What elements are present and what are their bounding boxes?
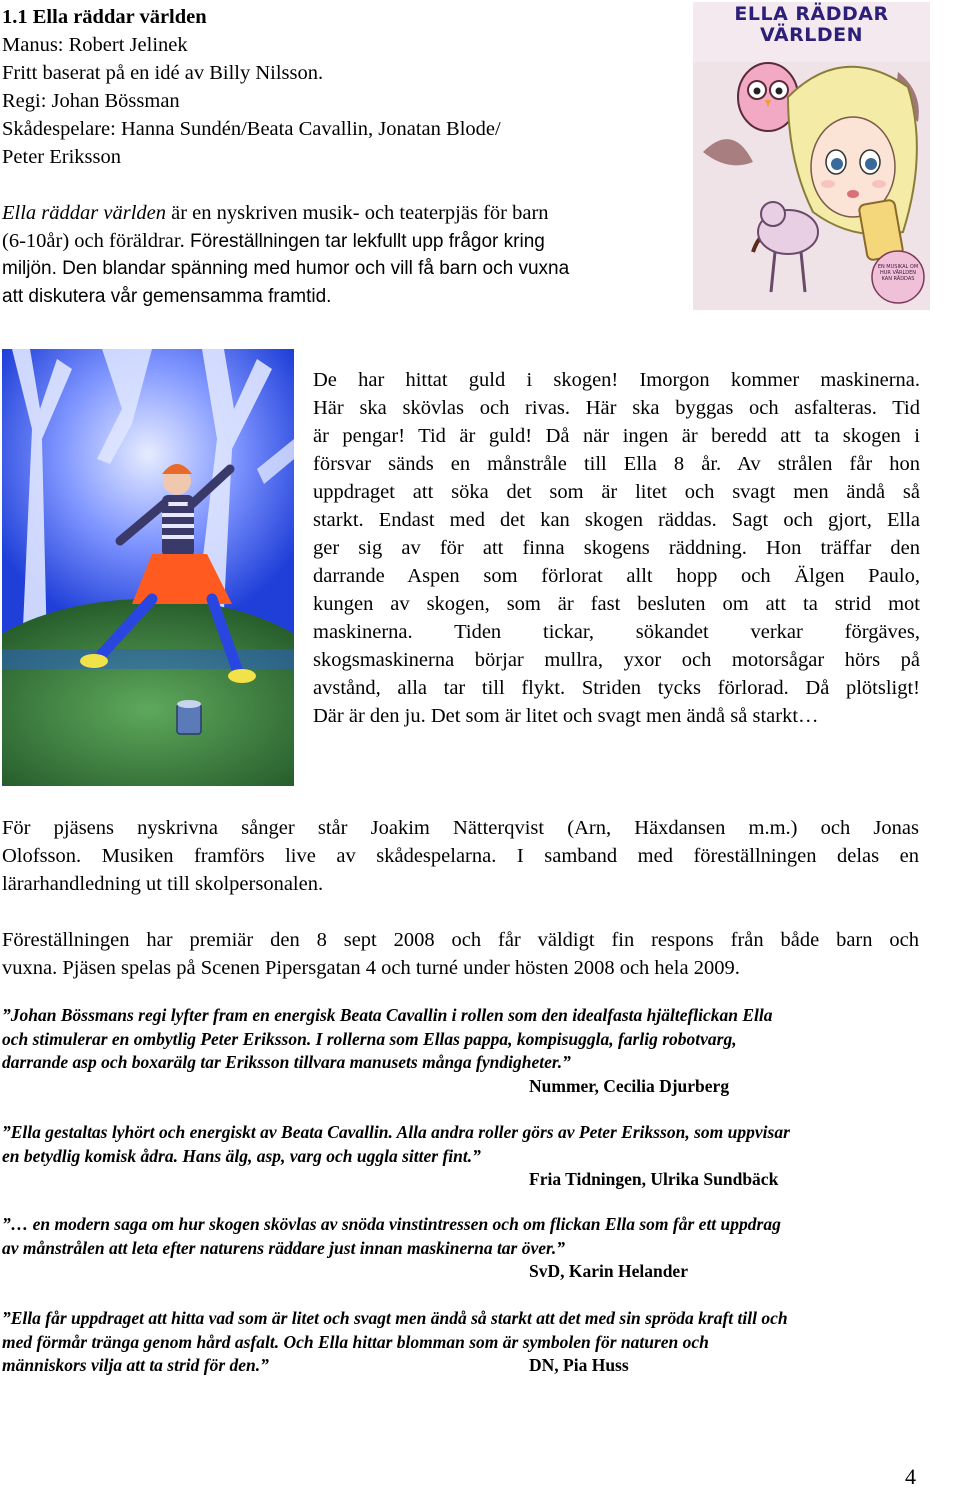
synopsis-line: starkt. Endast med det kan skogen räddas. Sagt och gjort, Ella bbox=[313, 509, 920, 531]
review-source: DN, Pia Huss bbox=[529, 1355, 629, 1375]
poster-badge-line-2: HUR VÄRLDEN bbox=[879, 270, 916, 276]
paragraph-premiere bbox=[2, 926, 919, 982]
poster-badge-text bbox=[875, 264, 921, 282]
synopsis-line: uppdraget att söka det som är litet och svagt men ändå så bbox=[313, 481, 920, 503]
intro-line-3: miljön. Den blandar spänning med humor och vill få barn och vuxna bbox=[2, 258, 570, 279]
review-source: Nummer, Cecilia Djurberg bbox=[529, 1075, 730, 1096]
poster-title-line-2: VÄRLDEN bbox=[759, 24, 863, 46]
intro-line-2 bbox=[2, 227, 545, 256]
songs-line: För pjäsens nyskrivna sånger står Joakim Nätterqvist (Arn, Häxdansen m.m.) och Jonas bbox=[2, 817, 919, 839]
review-1 bbox=[2, 1004, 773, 1098]
poster-title bbox=[693, 4, 930, 46]
synopsis-line: De har hittat guld i skogen! Imorgon kommer maskinerna. bbox=[313, 369, 920, 391]
review-line: ”Ella får uppdraget att hitta vad som är litet och svagt men ändå så starkt att det med sin spröda kraft till och bbox=[2, 1308, 788, 1328]
intro-line-2-serif: (6-10år) och föräldrar. bbox=[2, 230, 185, 252]
review-line: ”Ella gestaltas lyhört och energiskt av Beata Cavallin. Alla andra roller görs av Peter Eriksson, som uppvisar bbox=[2, 1122, 790, 1142]
synopsis bbox=[313, 366, 920, 730]
review-line bbox=[2, 1354, 788, 1378]
premiere-line: vuxna. Pjäsen spelas på Scenen Pipersgatan 4 och turné under hösten 2008 och hela 2009. bbox=[2, 957, 740, 979]
poster-badge-line-1: EN MUSIKAL OM bbox=[877, 264, 919, 270]
review-line: en betydlig komisk ådra. Hans älg, asp, varg och uggla sitter fint.” bbox=[2, 1145, 481, 1166]
synopsis-line: maskinerna. Tiden tickar, sökandet verkar förgäves, bbox=[313, 621, 920, 643]
synopsis-line: Här ska skövlas och rivas. Här ska byggas och asfalteras. Tid bbox=[313, 397, 920, 419]
page-number: 4 bbox=[905, 1464, 916, 1489]
review-line-text: människors vilja att ta strid för den.” bbox=[2, 1355, 269, 1375]
songs-line: Olofsson. Musiken framförs live av skådespelarna. I samband med föreställningen delas en bbox=[2, 845, 919, 867]
review-source: Fria Tidningen, Ulrika Sundbäck bbox=[529, 1169, 779, 1189]
intro-line-1 bbox=[2, 199, 549, 227]
poster-title-line-1: ELLA RÄDDAR bbox=[734, 3, 889, 25]
synopsis-line: försvar sänds en månstråle till Ella 8 år. Av strålen får hon bbox=[313, 453, 920, 475]
credit-regi: Regi: Johan Bössman bbox=[2, 90, 180, 112]
section-title: 1.1 Ella räddar världen bbox=[2, 6, 207, 28]
review-line: och stimulerar en ombytlig Peter Eriksson. I rollerna som Ellas pappa, kompisuggla, farlig robotvarg, bbox=[2, 1028, 737, 1049]
synopsis-line: darrande Aspen som förlorat allt hopp och Älgen Paulo, bbox=[313, 565, 920, 587]
credit-fritt: Fritt baserat på en idé av Billy Nilsson. bbox=[2, 62, 324, 84]
review-2 bbox=[2, 1121, 790, 1192]
synopsis-line: skogsmaskinerna börjar mullra, yxor och motorsågar hörs på bbox=[313, 649, 920, 671]
review-line: darrande asp och boxarälg tar Eriksson tillvara manusets många fyndigheter.” bbox=[2, 1052, 571, 1072]
synopsis-line: ger sig av för att finna skogens räddning. Hon träffar den bbox=[313, 537, 920, 559]
review-line: av månstrålen att leta efter naturens räddare just innan maskinerna tar över.” bbox=[2, 1237, 565, 1258]
credit-cast-1: Skådespelare: Hanna Sundén/Beata Cavallin, Jonatan Blode/ bbox=[2, 118, 501, 140]
premiere-line: Föreställningen har premiär den 8 sept 2008 och får väldigt fin respons från både barn och bbox=[2, 929, 919, 951]
credit-manus: Manus: Robert Jelinek bbox=[2, 34, 188, 56]
review-4 bbox=[2, 1307, 788, 1378]
poster-image bbox=[693, 2, 930, 310]
intro-line-2-sans: Föreställningen tar lekfullt upp frågor kring bbox=[184, 231, 545, 252]
synopsis-line: kungen av skogen, som är fast besluten om att ta strid mot bbox=[313, 593, 920, 615]
review-source: SvD, Karin Helander bbox=[529, 1261, 688, 1281]
poster-badge-line-3: KAN RÄDDAS bbox=[881, 276, 915, 282]
intro-line-1-rest: är en nyskriven musik- och teaterpjäs för barn bbox=[166, 202, 549, 224]
review-line: ”… en modern saga om hur skogen skövlas av snöda vinstintressen och om flickan Ella som får ett uppdrag bbox=[2, 1214, 781, 1234]
intro-line-4: att diskutera vår gemensamma framtid. bbox=[2, 286, 332, 307]
paragraph-songs bbox=[2, 814, 919, 898]
review-line: med förmår tränga genom hård asfalt. Och Ella hittar blomman som är symbolen för naturen och bbox=[2, 1331, 709, 1352]
stage-photo bbox=[2, 349, 294, 786]
review-3 bbox=[2, 1213, 781, 1284]
synopsis-line: är pengar! Tid är guld! Då när ingen är beredd att ta skogen i bbox=[313, 425, 920, 447]
review-line: ”Johan Bössmans regi lyfter fram en energisk Beata Cavallin i rollen som den idealfasta hjälteflickan Ella bbox=[2, 1005, 773, 1025]
credit-cast-2: Peter Eriksson bbox=[2, 146, 121, 168]
synopsis-line: avstånd, alla tar till flykt. Striden tycks förlorad. Då plötsligt! bbox=[313, 677, 920, 699]
synopsis-line: Där är den ju. Det som är litet och svagt men ändå så starkt… bbox=[313, 705, 819, 727]
play-title-italic: Ella räddar världen bbox=[2, 202, 166, 224]
songs-line: lärarhandledning ut till skolpersonalen. bbox=[2, 873, 324, 895]
